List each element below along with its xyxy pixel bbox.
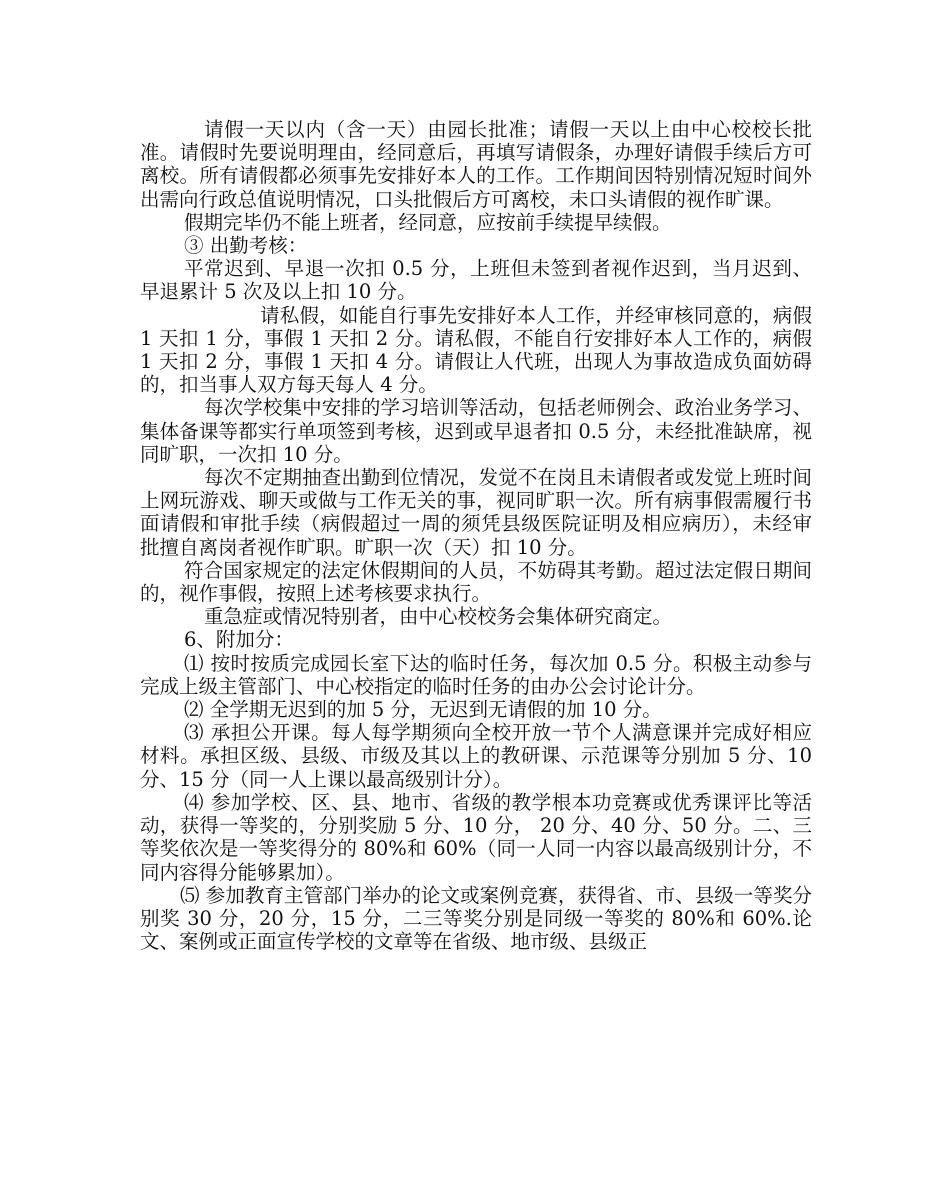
paragraph-spot-check: 每次不定期抽查出勤到位情况，发觉不在岗且未请假者或发觉上班时间上网玩游戏、聊天或做与工作无关的事，视同旷职一次。所有病事假需履行书面请假和审批手续（病假超过一周的须凭县级医院证明及相应病历），未经审批擅自离岗者视作旷职。旷职一次（天）扣 10 分。 [140, 466, 812, 559]
paragraph-leave-extension: 假期完毕仍不能上班者，经同意，应按前手续提早续假。 [184, 210, 672, 234]
heading-attendance: ③ 出勤考核： [184, 234, 308, 258]
paragraph-bonus-2: ⑵ 全学期无迟到的加 5 分，无迟到无请假的加 10 分。 [184, 698, 662, 722]
paragraph-emergency: 重急症或情况特别者，由中心校校务会集体研究商定。 [204, 605, 673, 629]
paragraph-late-early: 平常迟到、早退一次扣 0.5 分，上班但未签到者视作迟到，当月迟到、早退累计 5 次及以上扣 10 分。 [140, 257, 812, 304]
paragraph-training-checkin: 每次学校集中安排的学习培训等活动，包括老师例会、政治业务学习、集体备课等都实行单项签到考核，迟到或早退者扣 0.5 分，未经批准缺席，视同旷职，一次扣 10 分。 [140, 396, 812, 466]
paragraph-bonus-1: ⑴ 按时按质完成园长室下达的临时任务，每次加 0.5 分。积极主动参与完成上级主管部门、中心校指定的临时任务的由办公会讨论计分。 [140, 651, 812, 698]
paragraph-bonus-5: ⑸ 参加教育主管部门举办的论文或案例竞赛，获得省、市、县级一等奖分别奖 30 分，20 分，15 分，二三等奖分别是同级一等奖的 80%和 60%.论文、案例或正面宣传学校的文章等在省级、地市级、县级正 [140, 883, 812, 954]
document-page [140, 118, 812, 953]
paragraph-leave-approval: 请假一天以内（含一天）由园长批准；请假一天以上由中心校校长批准。请假时先要说明理由，经同意后，再填写请假条，办理好请假手续后方可离校。所有请假都必须事先安排好本人的工作。工作期间因特别情况短时间外出需向行政总值说明情况，口头批假后方可离校，未口头请假的视作旷课。 [140, 118, 812, 211]
heading-bonus-points: 6、附加分： [184, 628, 294, 652]
paragraph-private-leave: 请私假，如能自行事先安排好本人工作，并经审核同意的，病假 1 天扣 1 分，事假 1 天扣 2 分。请私假，不能自行安排好本人工作的，病假 1 天扣 2 分，事假 1 天扣 4 分。请假让人代班，出现人为事故造成负面妨碍的，扣当事人双方每天每人 4 分。 [140, 303, 812, 397]
paragraph-legal-holiday: 符合国家规定的法定休假期间的人员，不妨碍其考勤。超过法定假日期间的，视作事假，按照上述考核要求执行。 [140, 558, 812, 606]
paragraph-bonus-3: ⑶ 承担公开课。每人每学期须向全校开放一节个人满意课并完成好相应材料。承担区级、县级、市级及其以上的教研课、示范课等分别加 5 分、10 分、15 分（同一人上课以最高级别计分）。 [140, 721, 812, 791]
paragraph-bonus-4: ⑷ 参加学校、区、县、地市、省级的教学根本功竞赛或优秀课评比等活动，获得一等奖的，分别奖励 5 分、10 分， 20 分、40 分、50 分。二、三等奖依次是一等奖得分的 80%和 60%（同一人同一内容以最高级别计分，不同内容得分能够累加）。 [140, 790, 812, 884]
